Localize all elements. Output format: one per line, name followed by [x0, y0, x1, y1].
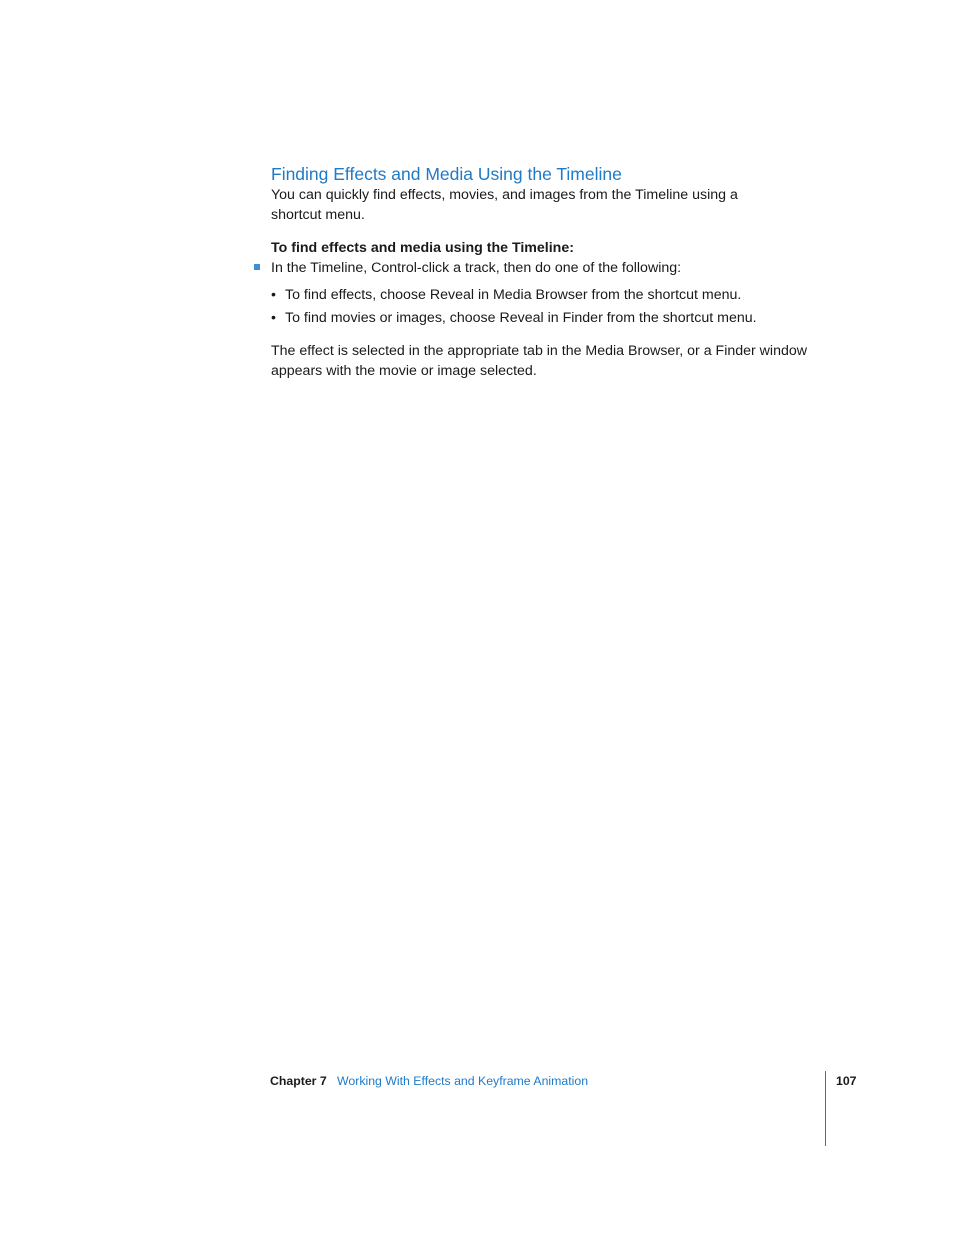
intro-paragraph: You can quickly find effects, movies, and images from the Timeline using a shortcut menu.: [271, 187, 738, 223]
section-title: Finding Effects and Media Using the Timeline: [271, 164, 622, 184]
bullet-icon: •: [271, 287, 276, 303]
procedure-step: In the Timeline, Control-click a track, then do one of the following:: [271, 260, 682, 276]
bullet-icon: •: [271, 310, 276, 326]
page-number: 107: [836, 1074, 857, 1088]
list-item: [271, 285, 741, 305]
footer-chapter-title: Working With Effects and Keyframe Animation: [337, 1074, 589, 1088]
list-item-text: To find effects, choose Reveal in Media Browser from the shortcut menu.: [285, 287, 742, 303]
footer-divider: [825, 1071, 826, 1146]
list-item: [271, 308, 757, 328]
square-bullet-icon: [254, 264, 260, 270]
list-item-text: To find movies or images, choose Reveal in Finder from the shortcut menu.: [285, 310, 757, 326]
procedure-heading: To find effects and media using the Timeline:: [271, 240, 574, 256]
footer-chapter-label: Chapter 7: [270, 1074, 327, 1088]
result-paragraph: The effect is selected in the appropriate tab in the Media Browser, or a Finder window appears with the movie or image selected.: [271, 343, 807, 379]
